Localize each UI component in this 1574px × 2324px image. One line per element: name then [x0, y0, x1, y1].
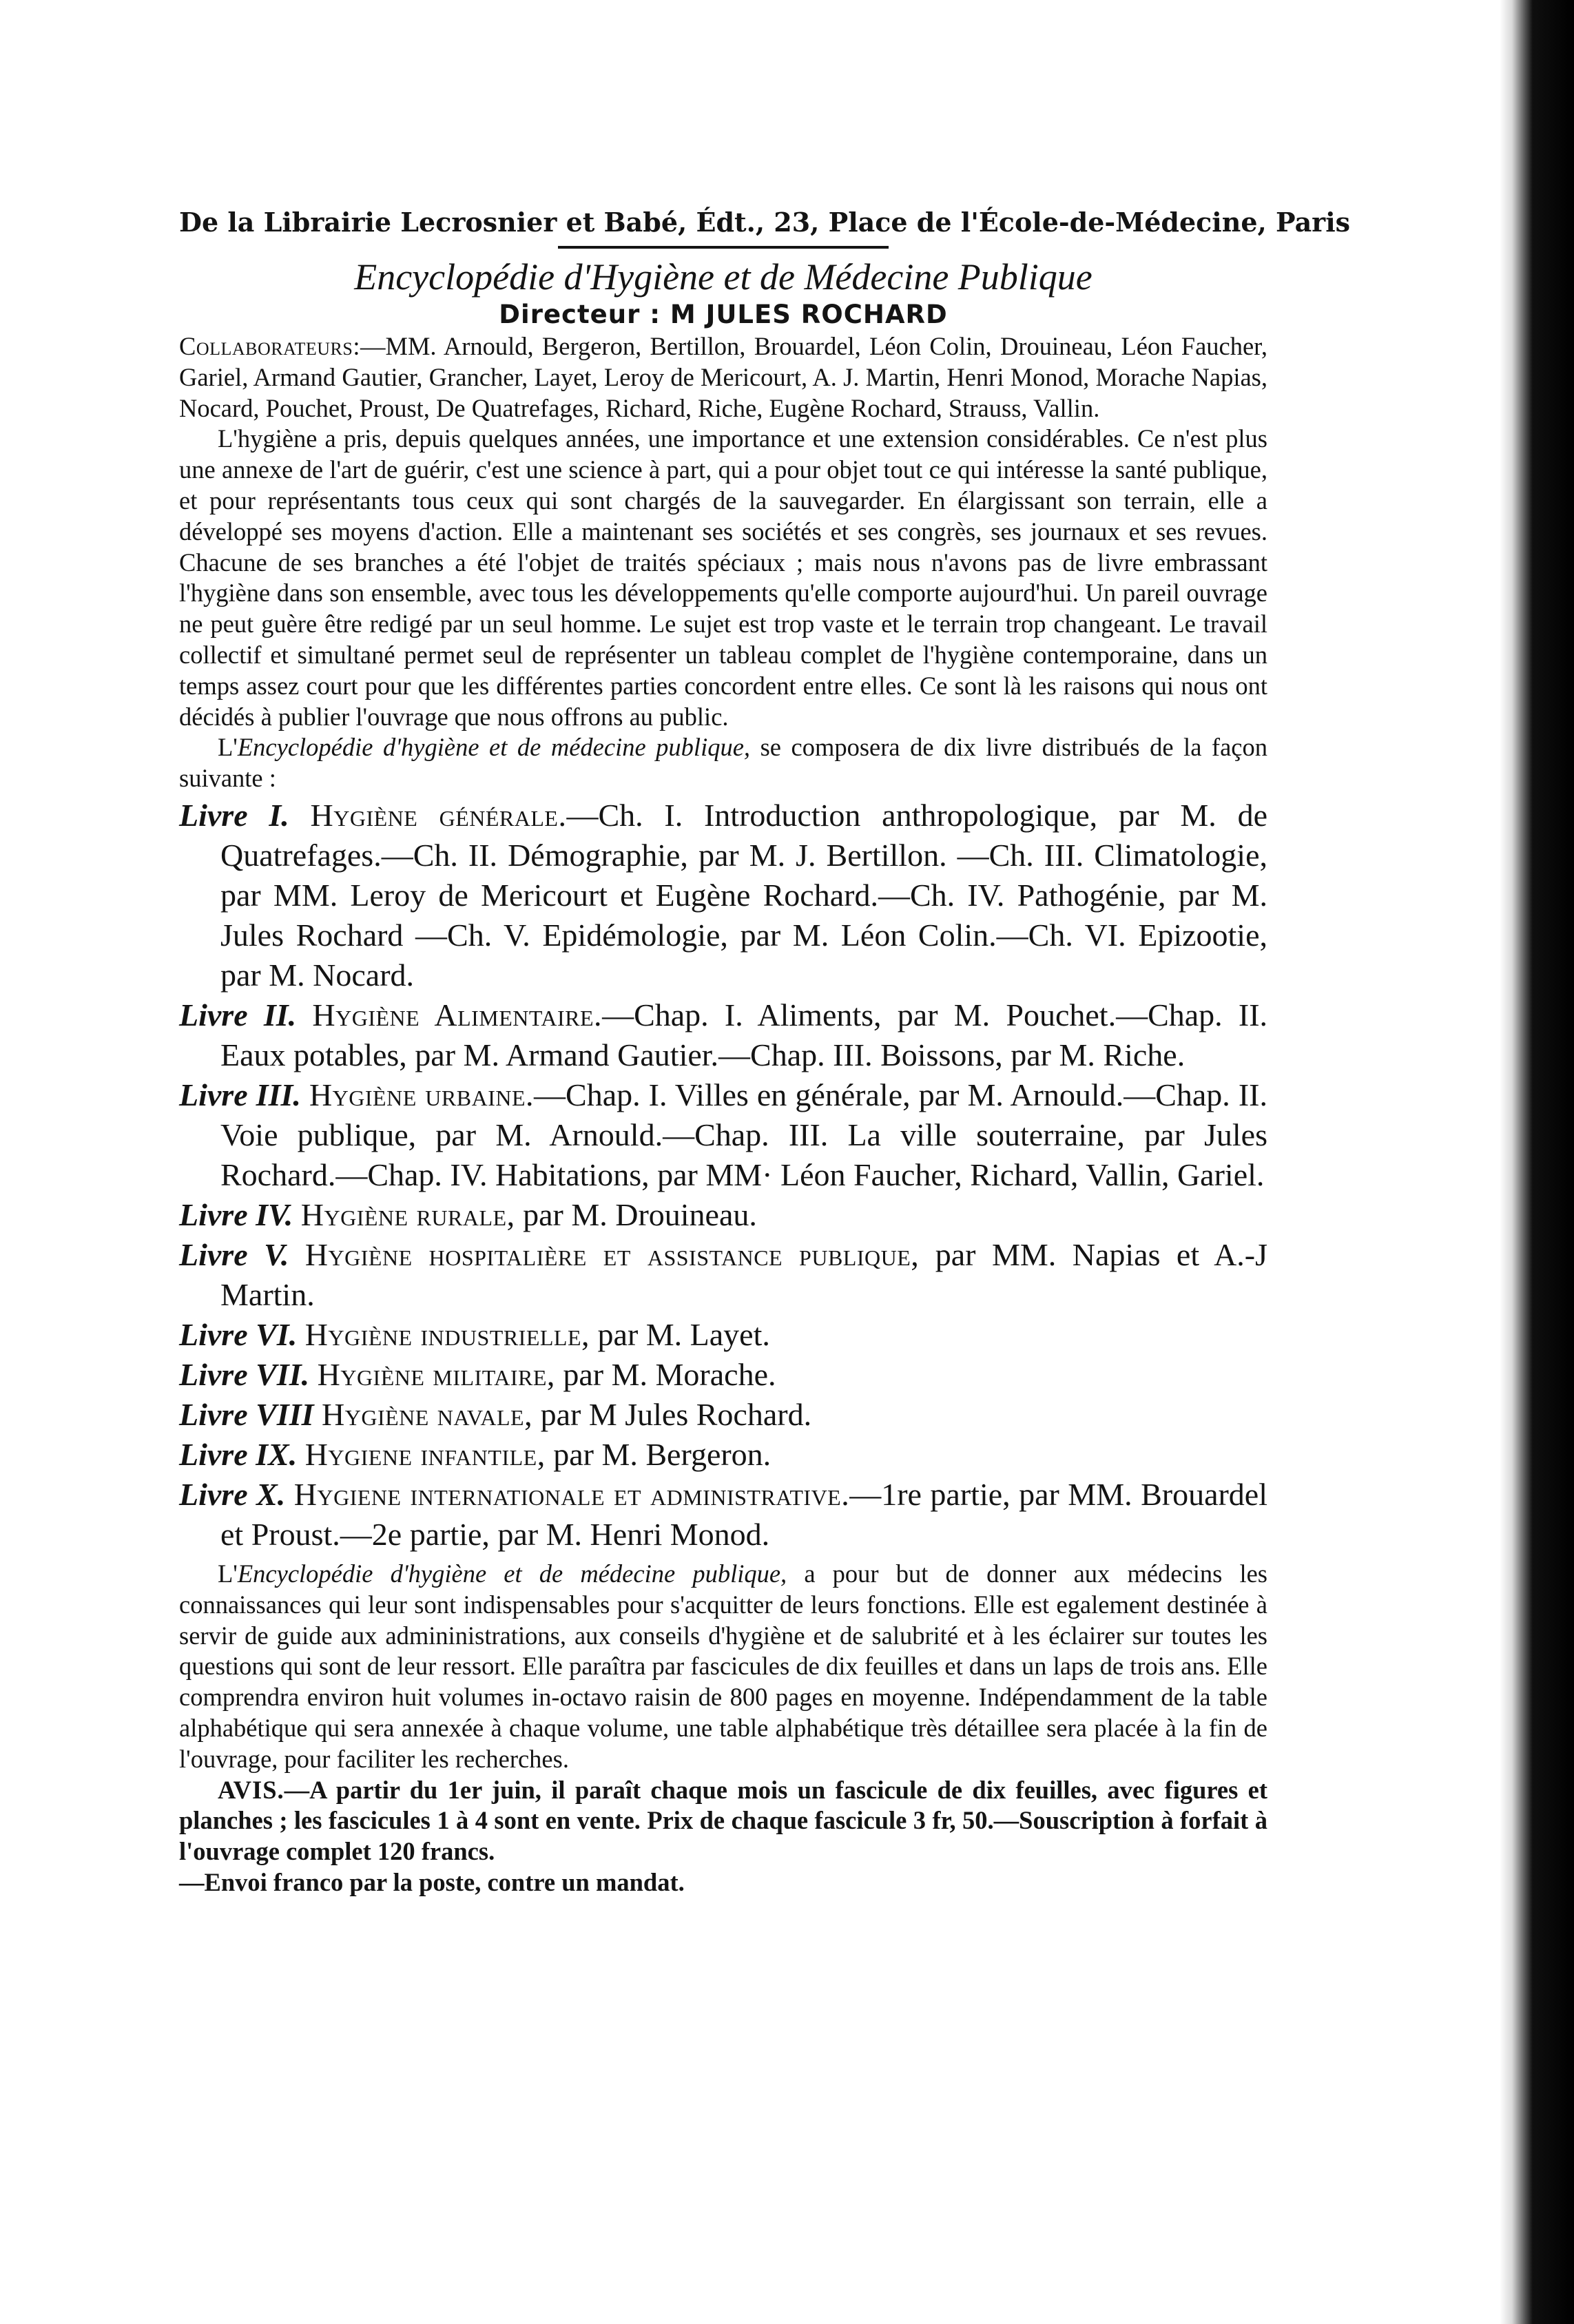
livre-title: Hygiene internationale et administrative.	[293, 1476, 850, 1512]
livre-item	[179, 1395, 1267, 1435]
livre-item	[179, 796, 1267, 995]
header-rule	[558, 246, 889, 249]
collaborators-label: Collaborateurs:	[179, 332, 360, 360]
livre-text: —1re partie, par MM. Brouardel et Proust.—2e partie, par M. Henri Monod.	[220, 1476, 1268, 1552]
livre-label: Livre II.	[179, 997, 297, 1033]
livre-title: Hygiène générale.	[310, 797, 567, 833]
livre-item	[179, 1195, 1267, 1235]
purpose-title: Encyclopédie d'hygiène et de médecine publique,	[237, 1559, 787, 1588]
livre-item	[179, 1435, 1267, 1475]
livre-text: par M Jules Rochard.	[532, 1396, 812, 1432]
livre-label: Livre V.	[179, 1236, 289, 1272]
livre-text: par M. Layet.	[590, 1316, 770, 1352]
livre-title: Hygiene infantile,	[304, 1436, 546, 1472]
avis-last-line: —Envoi franco par la poste, contre un mandat.	[179, 1867, 685, 1896]
livre-text: —Chap. I. Villes en générale, par M. Arnould.—Chap. II. Voie publique, par M. Arnould.—Chap. III. La ville souterraine, par Jules Rochard.—Chap. IV. Habitations, par MM· Léon Faucher, Richard, Vallin, Gariel.	[220, 1077, 1267, 1192]
distribution-prefix: L'	[218, 733, 238, 762]
livre-title: Hygiène Alimentaire.	[312, 997, 603, 1033]
livre-text: par M. Drouineau.	[515, 1196, 757, 1232]
closing-block	[179, 1559, 1267, 1898]
avis-text: —A partir du 1er juin, il paraît chaque mois un fascicule de dix feuilles, avec figures et planches ; les fascicules 1 à 4 sont en vente. Prix de chaque fascicule 3 fr, 50.—Souscription à forfait à l'ouvrage complet 120 francs.	[179, 1775, 1267, 1866]
livre-label: Livre X.	[179, 1476, 286, 1512]
livre-title: Hygiène industrielle,	[304, 1316, 590, 1352]
avis-label: AVIS.	[218, 1775, 284, 1804]
distribution-title: Encyclopédie d'hygiène et de médecine publique,	[237, 733, 751, 762]
purpose-paragraph	[179, 1559, 1267, 1775]
livre-label: Livre IV.	[179, 1196, 293, 1232]
avis-paragraph	[179, 1775, 1267, 1867]
intro-paragraph: L'hygiène a pris, depuis quelques années, une importance et une extension considérables. Ce n'est plus une annexe de l'art de guérir, c'est une science à part, qui a pour objet tout ce qui intéresse la santé publique, et pour représentants tous ceux qui sont chargés de la sauvegarder. En élargissant son terrain, elle a développé ses moyens d'action. Elle a maintenant ses sociétés et ses congrès, ses journaux et ses revues. Chacune de ses branches a été l'objet de traités spéciaux ; mais nous n'avons pas de livre embrassant l'hygiène dans son ensemble, avec tous les développements qu'elle comporte aujourd'hui. Un pareil ouvrage ne peut guère être redigé par un seul homme. Le sujet est trop vaste et le terrain trop changeant. Le travail collectif et simultané permet seul de représenter un tableau complet de l'hygiène contemporaine, dans un temps assez court pour que les différentes parties concordent entre elles. Ce sont là les raisons qui nous ont décidés à publier l'ouvrage que nous offrons au public.	[179, 424, 1267, 731]
livre-item	[179, 1475, 1267, 1555]
livre-label: Livre VI.	[179, 1316, 298, 1352]
livre-title: Hygiène rurale,	[300, 1196, 515, 1232]
livre-title: Hygiène urbaine.	[309, 1077, 535, 1112]
livres-list	[179, 796, 1267, 1555]
livre-label: Livre I.	[179, 797, 289, 833]
purpose-text: a pour but de donner aux médecins les connaissances qui leur sont indispensables pour s'acquitter de leurs fonctions. Elle est egalement destinée à servir de guide aux admininistrations, aux conseils d'hygiène et de salubrité et à les éclairer sur toutes les questions qui sont de leur ressort. Elle paraîtra par fascicules de dix feuilles et dans un laps de trois ans. Elle comprendra environ huit volumes in-octavo raisin de 800 pages en moyenne. Indépendamment de la table alphabétique qui sera annexée à chaque volume, une table alphabétique très détaillee sera placée à la fin de l'ouvrage, pour faciliter les recherches.	[179, 1559, 1267, 1773]
livre-label: Livre III.	[179, 1077, 301, 1112]
page-edge-shadow	[1471, 0, 1574, 2324]
publisher-line: De la Librairie Lecrosnier et Babé, Édt., 23, Place de l'École-de-Médecine, Paris	[179, 207, 1351, 238]
director-line: Directeur : M JULES ROCHARD	[499, 300, 948, 329]
livre-title: Hygiène navale,	[322, 1396, 533, 1432]
collaborators-block	[179, 331, 1267, 794]
livre-text: par M. Morache.	[555, 1356, 776, 1392]
livre-item	[179, 1315, 1267, 1355]
collaborators-text: —MM. Arnould, Bergeron, Bertillon, Brouardel, Léon Colin, Drouineau, Léon Faucher, Gariel, Armand Gautier, Grancher, Layet, Leroy de Mericourt, A. J. Martin, Henri Monod, Morache Napias, Nocard, Pouchet, Proust, De Quatrefages, Richard, Riche, Eugène Rochard, Strauss, Vallin.	[179, 332, 1267, 422]
livre-label: Livre VII.	[179, 1356, 310, 1392]
livre-text: par MM. Napias et A.-J Martin.	[220, 1236, 1268, 1312]
livre-item	[179, 995, 1267, 1075]
livre-label: Livre IX.	[179, 1436, 298, 1472]
distribution-rest: se composera de dix livre distribués de la façon suivante :	[179, 733, 1267, 793]
book-page	[179, 207, 1351, 1898]
livre-title: Hygiène hospitalière et assistance publique,	[304, 1236, 920, 1272]
livre-item	[179, 1355, 1267, 1395]
livre-label: Livre VIII	[179, 1396, 314, 1432]
livre-item	[179, 1235, 1267, 1315]
purpose-prefix: L'	[218, 1559, 238, 1588]
livre-text: par M. Bergeron.	[545, 1436, 772, 1472]
livre-text: —Chap. I. Aliments, par M. Pouchet.—Chap. II. Eaux potables, par M. Armand Gautier.—Chap. III. Boissons, par M. Riche.	[220, 997, 1268, 1072]
livre-title: Hygiène militaire,	[317, 1356, 555, 1392]
livre-text: —Ch. I. Introduction anthropologique, par M. de Quatrefages.—Ch. II. Démographie, par M. J. Bertillon. —Ch. III. Climatologie, par MM. Leroy de Mericourt et Eugène Rochard.—Ch. IV. Pathogénie, par M. Jules Rochard —Ch. V. Epidémologie, par M. Léon Colin.—Ch. VI. Epizootie, par M. Nocard.	[220, 797, 1267, 993]
encyclopedia-title: Encyclopédie d'Hygiène et de Médecine Publique	[354, 256, 1093, 298]
distribution-paragraph	[179, 732, 1267, 794]
livre-item	[179, 1075, 1267, 1195]
